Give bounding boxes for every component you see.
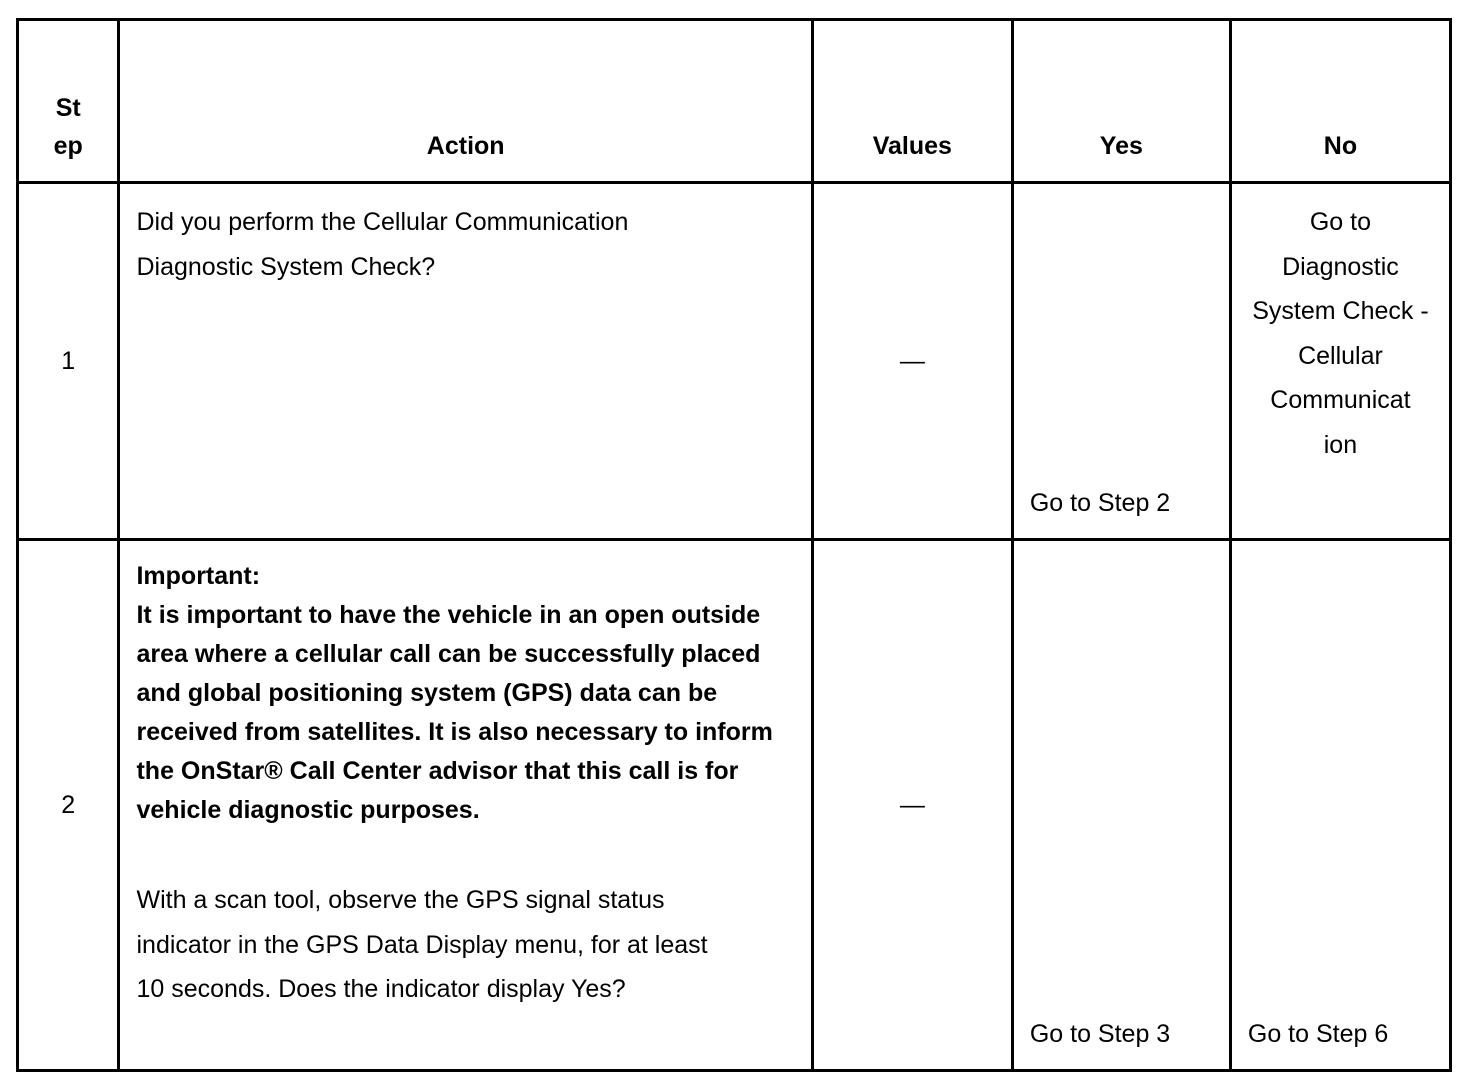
table-row bbox=[18, 183, 1451, 540]
action-cell bbox=[119, 183, 812, 540]
action-cell bbox=[119, 540, 812, 1071]
important-label: Important: bbox=[136, 562, 261, 590]
yes-cell: Go to Step 2 bbox=[1012, 183, 1230, 540]
yes-cell: Go to Step 3 bbox=[1012, 540, 1230, 1071]
values-cell: — bbox=[812, 540, 1012, 1071]
header-values: Values bbox=[812, 20, 1012, 183]
no-cell: Go to Step 6 bbox=[1230, 540, 1450, 1071]
step-number: 1 bbox=[18, 183, 119, 540]
header-yes: Yes bbox=[1012, 20, 1230, 183]
action-text: With a scan tool, observe the GPS signal status indicator in the GPS Data Display menu, for at least 10 seconds. Does the indicator display Yes? bbox=[136, 886, 708, 1003]
step-number: 2 bbox=[18, 540, 119, 1071]
important-text: It is important to have the vehicle in an open outside area where a cellular call can be successfully placed and global positioning system (GPS) data can be received from satellites. It is also necessary to inform the OnStar® Call Center advisor that this call is for vehicle diagnostic purposes. bbox=[136, 601, 773, 824]
header-step: St ep bbox=[18, 20, 119, 183]
action-text: Did you perform the Cellular Communication Diagnostic System Check? bbox=[136, 208, 629, 281]
diagnostic-table bbox=[16, 18, 1452, 1072]
no-cell: Go to Diagnostic System Check - Cellular Communicat ion bbox=[1230, 183, 1450, 540]
important-note bbox=[136, 557, 776, 830]
table-row bbox=[18, 540, 1451, 1071]
values-cell: — bbox=[812, 183, 1012, 540]
header-action: Action bbox=[119, 20, 812, 183]
header-row bbox=[18, 20, 1451, 183]
header-no: No bbox=[1230, 20, 1450, 183]
